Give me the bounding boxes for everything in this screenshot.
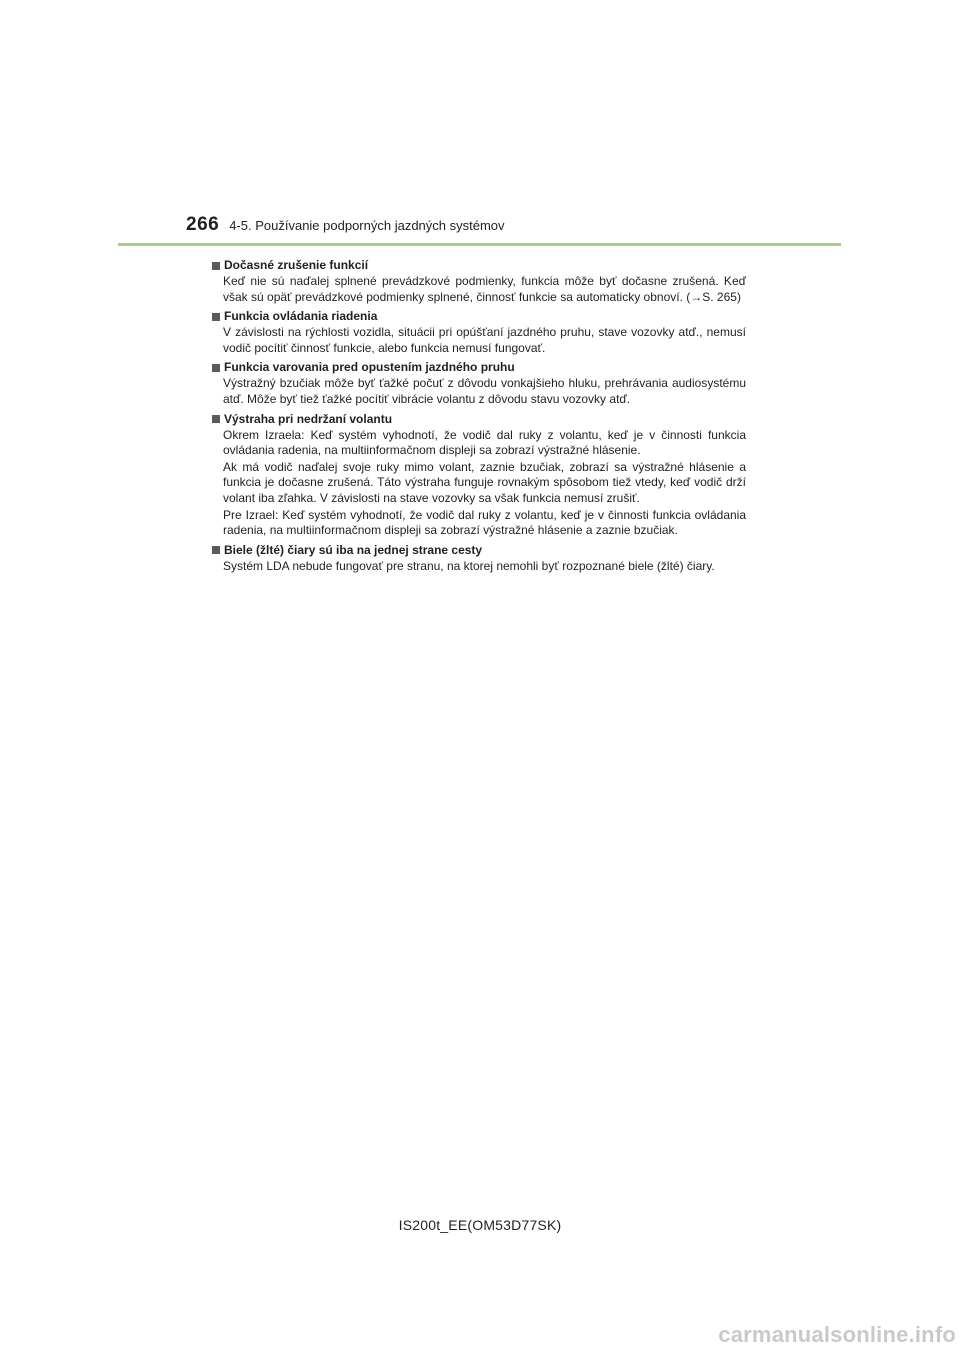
model-code: IS200t_EE(OM53D77SK) [398,1217,562,1233]
page-number: 266 [186,214,220,235]
item-heading-text: Funkcia ovládania riadenia [224,309,378,324]
item-heading [212,542,746,559]
square-bullet-icon [212,262,220,270]
item-paragraph: V závislosti na rýchlosti vozidla, situácii pri opúšťaní jazdného pruhu, stave vozovky atď., nemusí vodič pocítiť činnosť funkcie, alebo funkcia nemusí fungovať. [223,325,746,355]
square-bullet-icon [212,546,220,554]
item-heading [212,257,746,274]
item-paragraph: Ak má vodič naďalej svoje ruky mimo volant, zaznie bzučiak, zobrazí sa výstražné hlásenie a funkcia je dočasne zrušená. Táto výstraha funguje rovnakým spôsobom tiež vtedy, keď vodič drží volant iba zľahka. V závislosti na stave vozovky sa však funkcia nemusí zrušiť. [223,459,746,505]
item-paragraph: Okrem Izraela: Keď systém vyhodnotí, že vodič dal ruky z volantu, keď je v činnosti funkcia ovládania radenia, na multiinformačnom displeji sa zobrazí výstražné hlásenie. [223,427,746,458]
item-heading-text: Výstraha pri nedržaní volantu [224,411,393,426]
item-heading-text: Dočasné zrušenie funkcií [224,258,369,272]
watermark: carmanualsonline.info [718,1322,956,1347]
header-divider [118,243,841,246]
list-item [212,542,746,575]
item-paragraph: Keď nie sú naďalej splnené prevádzkové podmienky, funkcia môže byť dočasne zrušená. Keď však sú opäť prevádzkové podmienky splnené, činnosť funkcie sa automaticky obnoví. (→S. 265) [223,274,746,304]
item-heading-text: Biele (žlté) čiary sú iba na jednej strane cesty [224,542,483,557]
list-item [212,411,746,539]
square-bullet-icon [212,364,220,372]
item-heading [212,308,746,325]
item-heading-text: Funkcia varovania pred opustením jazdného pruhu [224,360,515,375]
item-paragraph: Pre Izrael: Keď systém vyhodnotí, že vodič dal ruky z volantu, keď je v činnosti funkcia ovládania radenia, na multiinformačnom displeji sa zobrazí výstražné hlásenie a zaznie bzučiak. [223,507,746,538]
square-bullet-icon [212,313,220,321]
page-header [186,214,505,236]
list-item [212,359,746,407]
section-title: 4-5. Používanie podporných jazdných systémov [229,218,505,233]
list-item [212,257,746,305]
list-item [212,308,746,356]
item-heading [212,411,746,428]
content-area [212,257,746,577]
item-paragraph: Výstražný bzučiak môže byť ťažké počuť z dôvodu vonkajšieho hluku, prehrávania audiosystému atď. Môže byť tiež ťažké pocítiť vibrácie volantu z dôvodu stavu vozovky atď. [223,376,746,406]
item-heading [212,359,746,376]
item-paragraph: Systém LDA nebude fungovať pre stranu, na ktorej nemohli byť rozpoznané biele (žlté) čiary. [223,558,715,573]
square-bullet-icon [212,415,220,423]
